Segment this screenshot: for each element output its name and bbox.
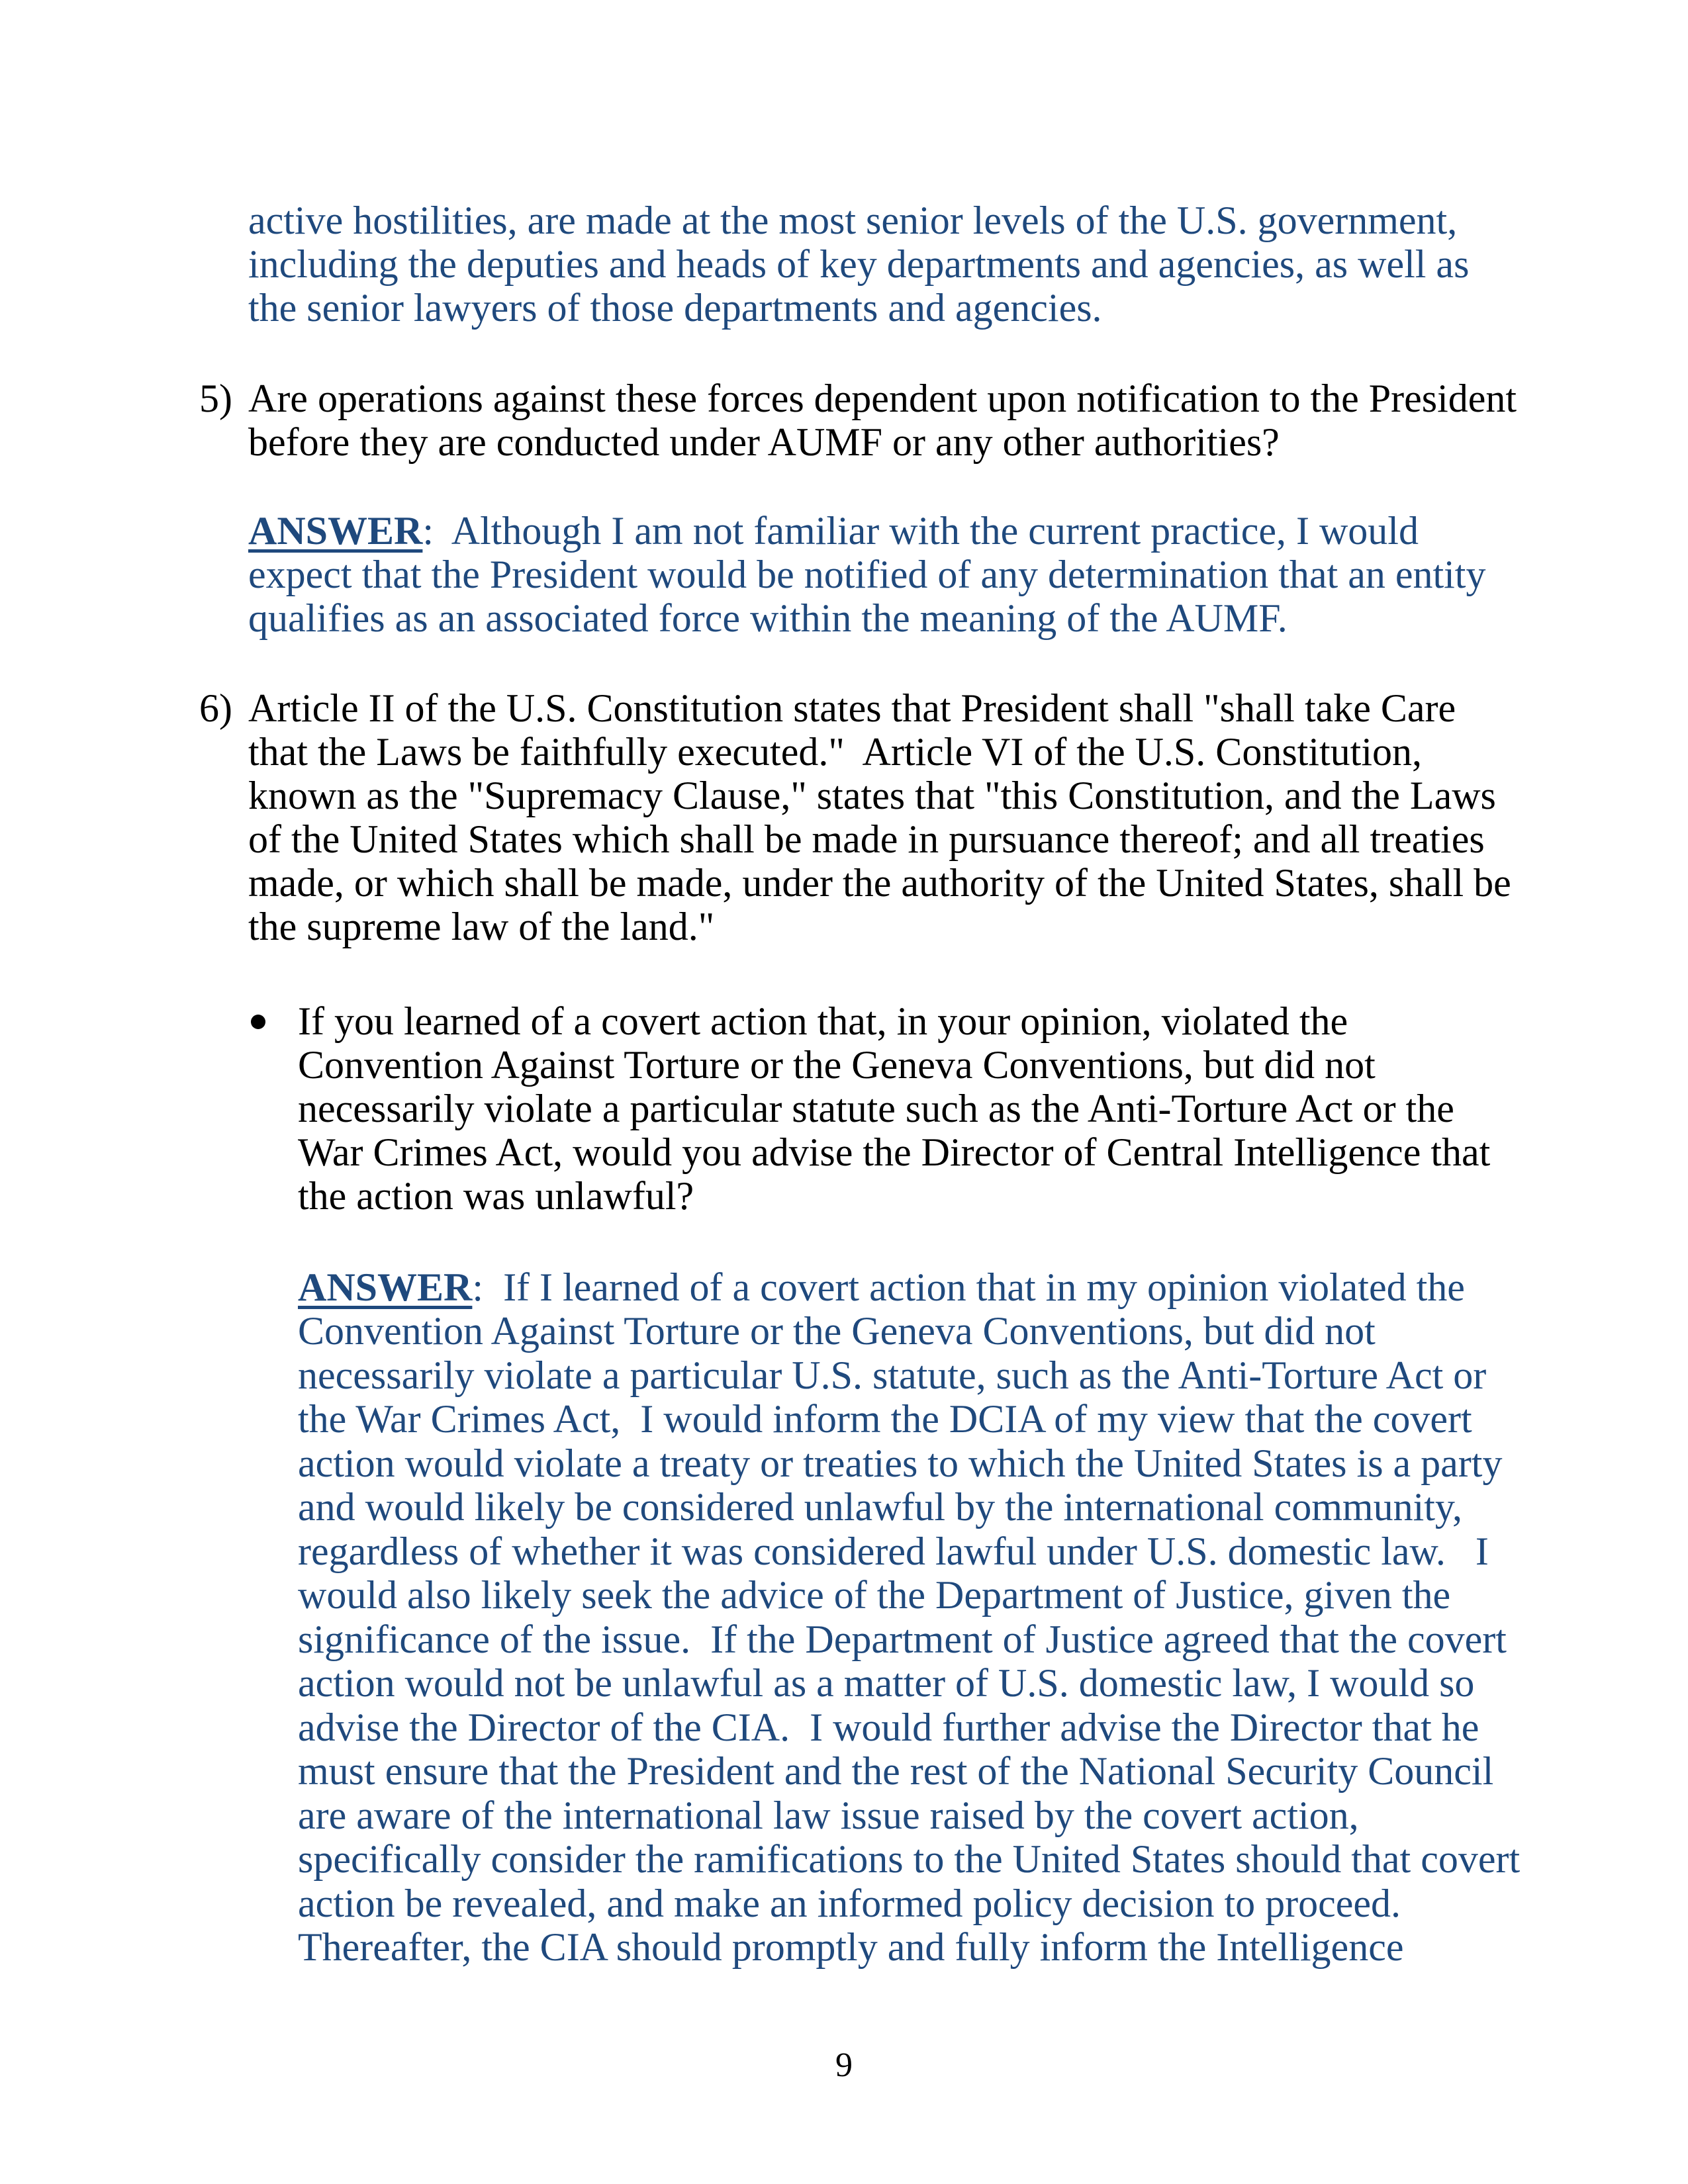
question-text-line: Are operations against these forces dependent upon notification to the President bbox=[248, 377, 1517, 420]
answer-label: ANSWER bbox=[248, 509, 423, 553]
answer-text-line: the War Crimes Act, I would inform the DCIA of my view that the covert bbox=[298, 1397, 1472, 1441]
text-line: active hostilities, are made at the most senior levels of the U.S. government, bbox=[248, 199, 1458, 242]
question-number: 5) bbox=[199, 377, 232, 420]
answer-text-line: advise the Director of the CIA. I would further advise the Director that he bbox=[298, 1706, 1479, 1749]
bullet-dot-icon bbox=[251, 1015, 265, 1029]
text-line: the senior lawyers of those departments and agencies. bbox=[248, 286, 1102, 330]
question-number: 6) bbox=[199, 686, 232, 730]
bullet-text-line: necessarily violate a particular statute such as the Anti-Torture Act or the bbox=[298, 1087, 1454, 1130]
bullet-text-line: If you learned of a covert action that, in your opinion, violated the bbox=[298, 999, 1348, 1043]
answer-text-line: action would not be unlawful as a matter of U.S. domestic law, I would so bbox=[298, 1661, 1475, 1705]
answer-text-line: would also likely seek the advice of the Department of Justice, given the bbox=[298, 1573, 1451, 1617]
text-line: including the deputies and heads of key departments and agencies, as well as bbox=[248, 242, 1470, 286]
answer-text-line: specifically consider the ramifications to the United States should that covert bbox=[298, 1837, 1521, 1881]
question-text-line: before they are conducted under AUMF or any other authorities? bbox=[248, 420, 1280, 464]
answer-label: ANSWER bbox=[298, 1265, 473, 1309]
answer-text-line: regardless of whether it was considered lawful under U.S. domestic law. I bbox=[298, 1529, 1489, 1573]
question-text-line: that the Laws be faithfully executed." Article VI of the U.S. Constitution, bbox=[248, 730, 1423, 774]
answer-text-line: are aware of the international law issue raised by the covert action, bbox=[298, 1794, 1359, 1837]
question-text-line: Article II of the U.S. Constitution states that President shall "shall take Care bbox=[248, 686, 1456, 730]
answer-text-line: and would likely be considered unlawful by the international community, bbox=[298, 1485, 1463, 1529]
answer-text-line: significance of the issue. If the Department of Justice agreed that the covert bbox=[298, 1617, 1507, 1661]
bullet-text-line: Convention Against Torture or the Geneva Conventions, but did not bbox=[298, 1043, 1376, 1087]
answer-text-line: necessarily violate a particular U.S. statute, such as the Anti-Torture Act or bbox=[298, 1353, 1487, 1397]
answer-text-line: must ensure that the President and the rest of the National Security Council bbox=[298, 1749, 1494, 1793]
answer-first-line bbox=[248, 511, 1419, 551]
answer-text-line: Thereafter, the CIA should promptly and fully inform the Intelligence bbox=[298, 1925, 1404, 1969]
question-text-line: the supreme law of the land." bbox=[248, 905, 715, 948]
question-text-line: of the United States which shall be made in pursuance thereof; and all treaties bbox=[248, 817, 1485, 861]
answer-text-line: expect that the President would be notified of any determination that an entity bbox=[248, 553, 1486, 596]
answer-text-line: Convention Against Torture or the Geneva Conventions, but did not bbox=[298, 1309, 1376, 1353]
answer-colon: : bbox=[422, 509, 434, 553]
answer-text-line: action be revealed, and make an informed policy decision to proceed. bbox=[298, 1882, 1401, 1925]
answer-text: Although I am not familiar with the current practice, I would bbox=[434, 509, 1419, 553]
answer-text: If I learned of a covert action that in my opinion violated the bbox=[483, 1265, 1465, 1309]
bullet-text-line: the action was unlawful? bbox=[298, 1174, 694, 1218]
answer-text-line: qualifies as an associated force within the meaning of the AUMF. bbox=[248, 596, 1288, 640]
answer-text-line: action would violate a treaty or treaties to which the United States is a party bbox=[298, 1441, 1503, 1485]
answer-first-line bbox=[298, 1267, 1465, 1307]
page-number: 9 bbox=[835, 2046, 853, 2084]
question-text-line: known as the "Supremacy Clause," states that "this Constitution, and the Laws bbox=[248, 774, 1496, 817]
question-text-line: made, or which shall be made, under the authority of the United States, shall be bbox=[248, 861, 1511, 905]
answer-colon: : bbox=[472, 1265, 484, 1309]
bullet-text-line: War Crimes Act, would you advise the Director of Central Intelligence that bbox=[298, 1130, 1491, 1174]
